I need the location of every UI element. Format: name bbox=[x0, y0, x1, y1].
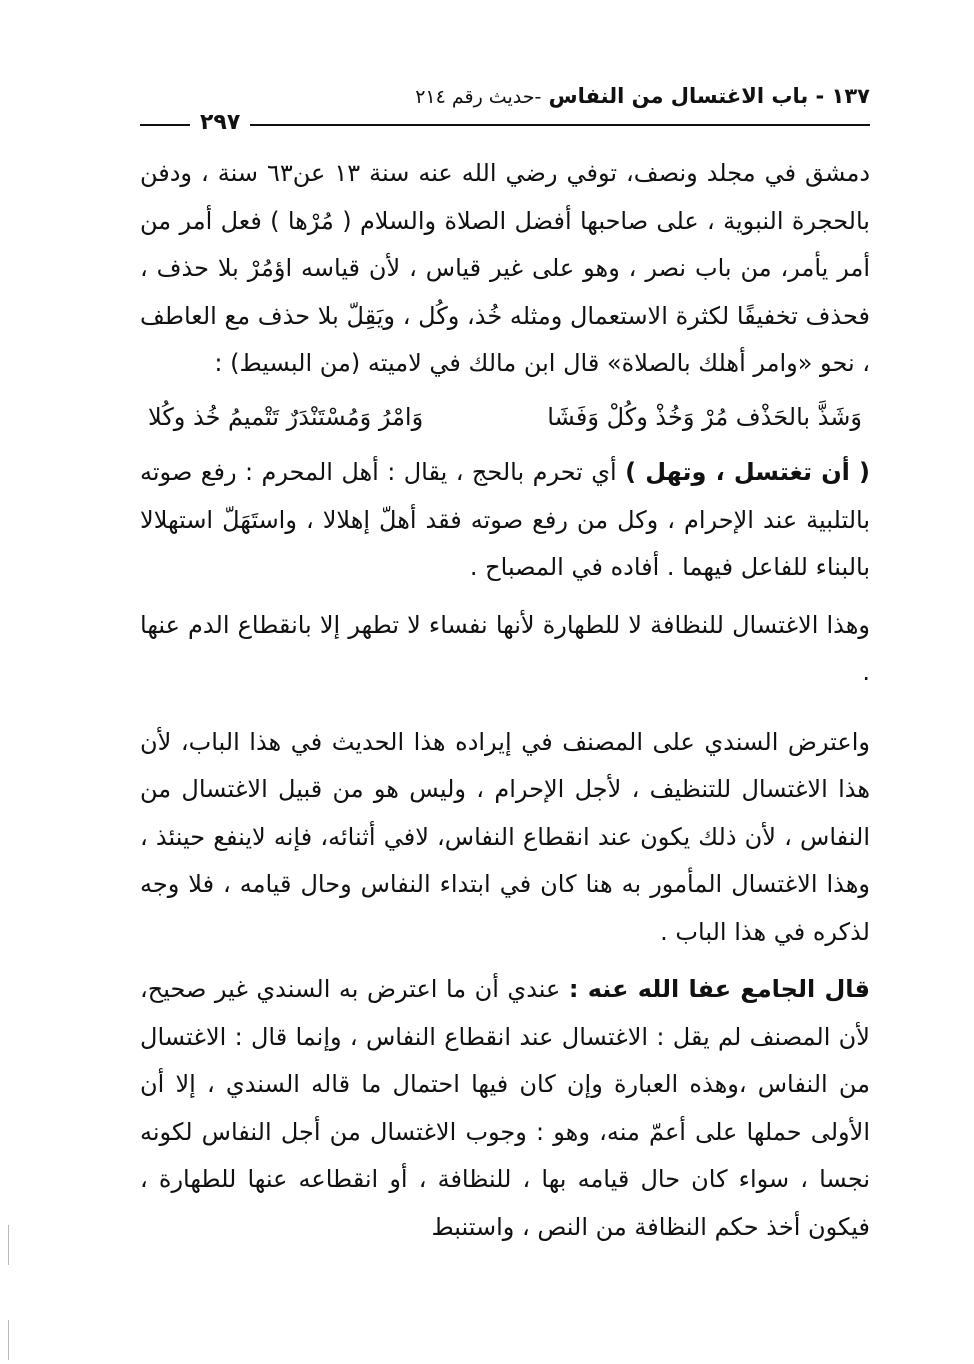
verse-first-hemistich: وَشَذَّ بالحَذْف مُرْ وَخُذْ وكُلْ وَفَشَا bbox=[547, 402, 862, 431]
paragraph-sindi-objection: واعترض السندي على المصنف في إيراده هذا الحديث في هذا الباب، لأن هذا الاغتسال للتنظيف ، لأجل الإحرام ، وليس هو من قبيل الاغتسال من النفاس ، لأن ذلك يكون عند انقطاع النفاس، لافي أثنائه، فإنه لاينفع حينئذ ، وهذا الاغتسال المأمور به هنا كان في ابتداء النفاس وحال قيامه ، فلا وجه لذكره في هذا الباب . bbox=[140, 727, 870, 946]
compiler-heading: قال الجامع عفا الله عنه : bbox=[568, 975, 871, 1003]
paragraph-biography-grammar: دمشق في مجلد ونصف، توفي رضي الله عنه سنة ١٣ عن٦٣ سنة ، ودفن بالحجرة النبوية ، على صاحبها أفضل الصلاة والسلام ( مُرْها ) فعل أمر من أمر يأمر، من باب نصر ، وهو على غير قياس ، لأن قياسه اؤمُرْ بلا حذف ، فحذف تخفيفًا لكثرة الاستعمال ومثله خُذ، وكُل ، ويَقِلّ بلا حذف مع العاطف ، نحو «وامر أهلك بالصلاة» قال ابن مالك في لاميته (من البسيط) : bbox=[140, 159, 871, 377]
page-number: ٢٩٧ bbox=[190, 110, 250, 135]
paragraph-compiler-reply-text: عندي أن ما اعترض به السندي غير صحيح، لأن المصنف لم يقل : الاغتسال عند انقطاع النفاس ، وإنما قال : الاغتسال من النفاس ،وهذه العبارة وإن كان فيها احتمال ما قاله السندي ، إلا أن الأولى حملها على أعمّ منه، وهو : وجوب الاغتسال من أجل النفاس لكونه نجسا ، سواء كان حال قيامه بها ، للنظافة ، أو انقطاعه عنها للطهارة ، فيكون أخذ حكم النظافة من النص ، واستنبط bbox=[140, 975, 870, 1241]
poetry-verse bbox=[140, 388, 870, 450]
verse-second-hemistich: وَامْرُ وَمُسْتَنْدَرٌ تَتْميمُ خُذ وكُلا bbox=[148, 402, 424, 431]
page-body bbox=[140, 150, 870, 1251]
chapter-title: ١٣٧ - باب الاغتسال من النفاس bbox=[548, 84, 870, 108]
paragraph-tahill-text: أي تحرم بالحج ، يقال : أهل المحرم : رفع صوته بالتلبية عند الإحرام ، وكل من رفع صوته فقد أهلّ إهلالا ، واستَهَلّ استهلالا بالبناء للفاعل فيهما . أفاده في المصباح . bbox=[140, 458, 870, 581]
quoted-phrase: ( أن تغتسل ، وتهل ) bbox=[625, 458, 871, 486]
paragraph-cleanliness: وهذا الاغتسال للنظافة لا للطهارة لأنها نفساء لا تطهر إلا بانقطاع الدم عنها . bbox=[140, 610, 870, 686]
paragraph-tahill bbox=[140, 449, 870, 592]
scan-margin-line bbox=[8, 1225, 9, 1265]
hadith-reference: -حديث رقم ٢١٤ bbox=[415, 86, 542, 108]
scan-margin-line bbox=[8, 1320, 9, 1360]
running-header bbox=[140, 84, 870, 135]
chapter-heading bbox=[415, 84, 870, 108]
paragraph-compiler-reply bbox=[140, 966, 870, 1251]
